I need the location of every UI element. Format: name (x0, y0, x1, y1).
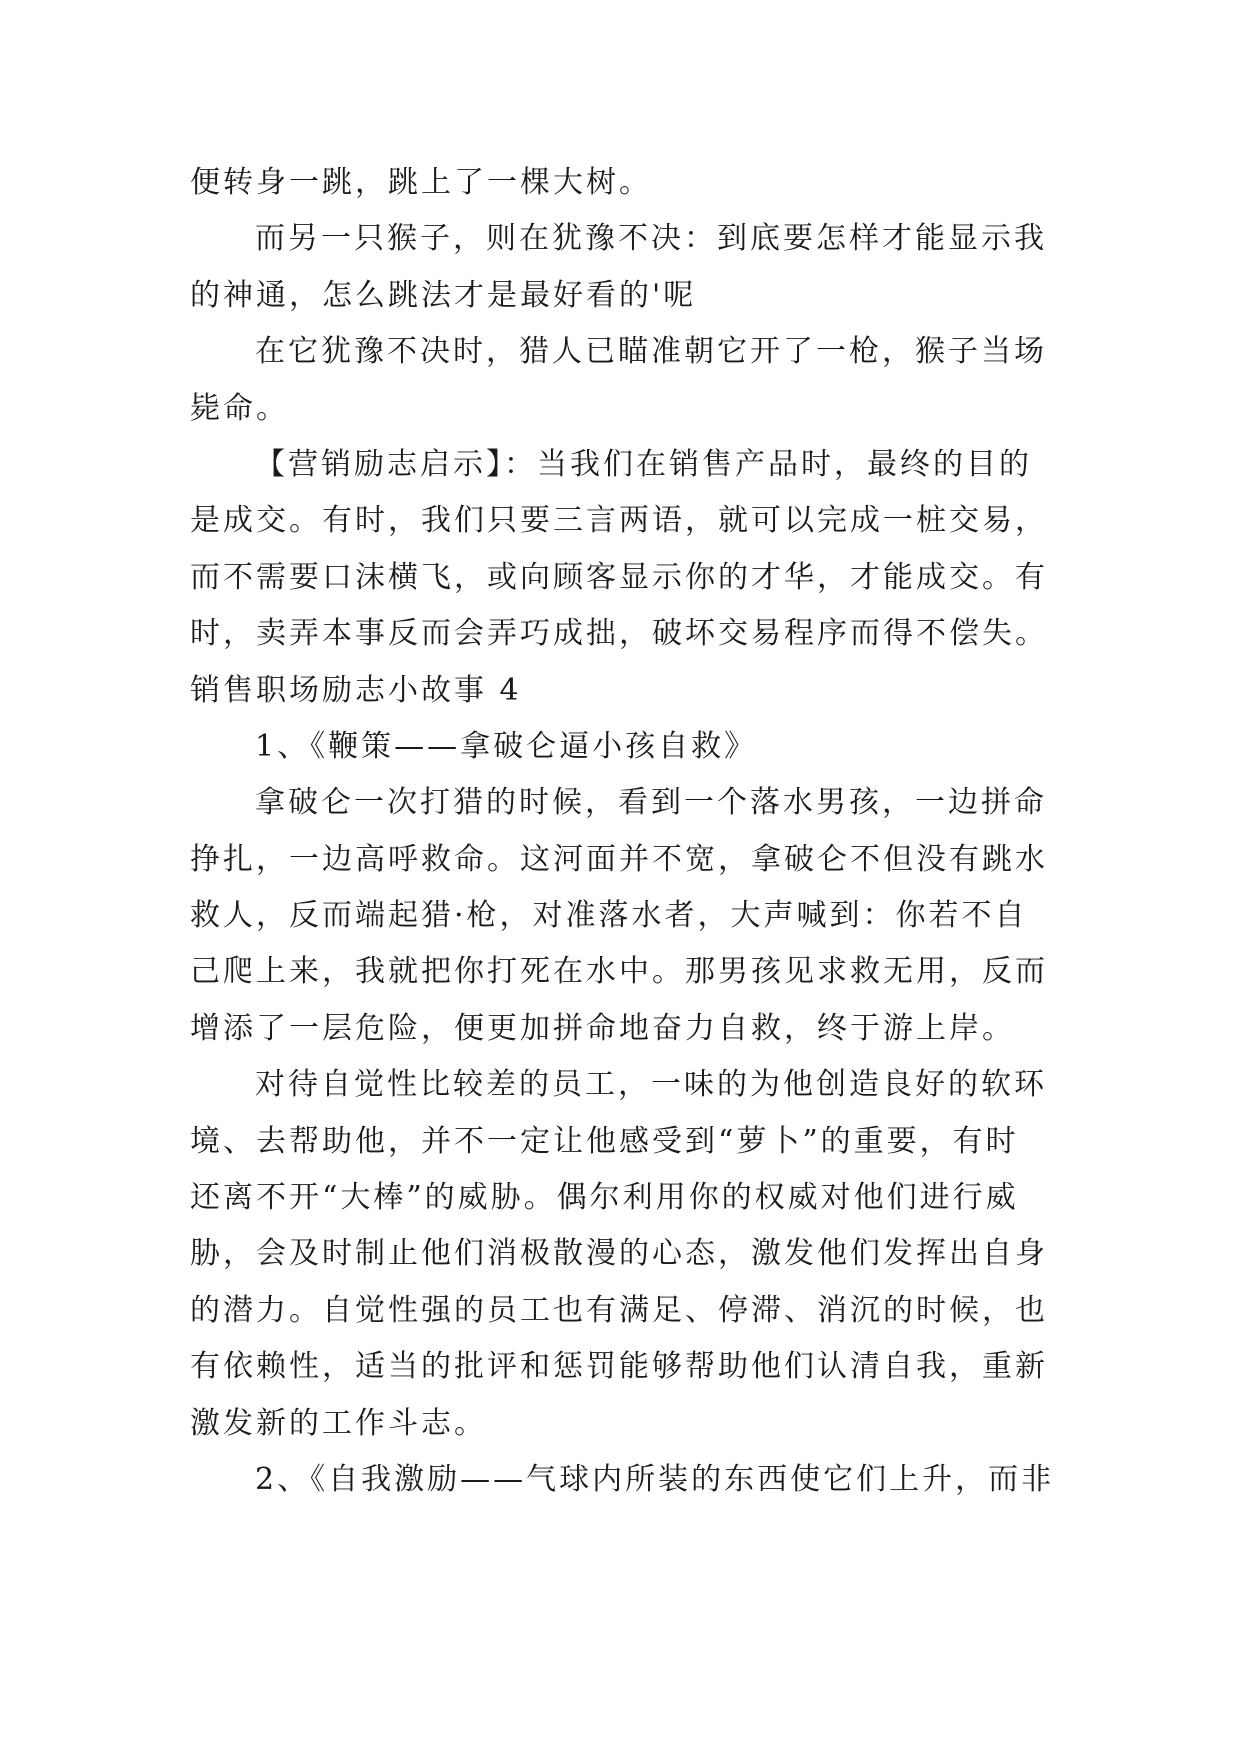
text-line: 1、《鞭策——拿破仑逼小孩自救》 (255, 728, 758, 764)
text-line: 而不需要口沫横飞，或向顾客显示你的才华，才能成交。有 (190, 559, 1048, 595)
text-line: 而另一只猴子，则在犹豫不决：到底要怎样才能显示我 (255, 221, 1047, 257)
text-line: 【营销励志启示】：当我们在销售产品时，最终的目的 (255, 446, 1032, 482)
text-line: 己爬上来，我就把你打死在水中。那男孩见求救无用，反而 (190, 954, 1048, 990)
text-line: 的神通，怎么跳法才是最好看的'呢 (190, 277, 697, 313)
text-line: 有依赖性，适当的批评和惩罚能够帮助他们认清自我，重新 (190, 1349, 1048, 1385)
text-line: 时，卖弄本事反而会弄巧成拙，破坏交易程序而得不偿失。 (190, 616, 1048, 652)
text-line: 销售职场励志小故事 4 (190, 672, 522, 708)
text-line: 境、去帮助他，并不一定让他感受到“萝卜”的重要，有时 (190, 1123, 1019, 1159)
text-line: 在它犹豫不决时，猎人已瞄准朝它开了一枪，猴子当场 (255, 334, 1047, 370)
text-line: 2、《自我激励——气球内所装的东西使它们上升，而非 (255, 1461, 1055, 1497)
text-line: 还离不开“大棒”的威胁。偶尔利用你的权威对他们进行威 (190, 1180, 1019, 1216)
document-body (190, 155, 1080, 1508)
text-line: 拿破仑一次打猎的时候，看到一个落水男孩，一边拼命 (255, 785, 1047, 821)
text-line: 便转身一跳，跳上了一棵大树。 (190, 165, 652, 200)
text-line: 救人，反而端起猎·枪，对准落水者，大声喊到：你若不自 (190, 898, 1028, 934)
text-line: 的潜力。自觉性强的员工也有满足、停滞、消沉的时候，也 (190, 1292, 1048, 1328)
text-line: 毙命。 (190, 390, 289, 426)
text-line: 对待自觉性比较差的员工，一味的为他创造良好的软环 (255, 1067, 1047, 1103)
text-line: 胁，会及时制止他们消极散漫的心态，激发他们发挥出自身 (190, 1236, 1048, 1272)
text-line: 挣扎，一边高呼救命。这河面并不宽，拿破仑不但没有跳水 (190, 841, 1048, 877)
text-line: 增添了一层危险，便更加拼命地奋力自救，终于游上岸。 (190, 1010, 1015, 1046)
text-line: 是成交。有时，我们只要三言两语，就可以完成一桩交易， (190, 503, 1048, 539)
text-line: 激发新的工作斗志。 (190, 1405, 487, 1441)
